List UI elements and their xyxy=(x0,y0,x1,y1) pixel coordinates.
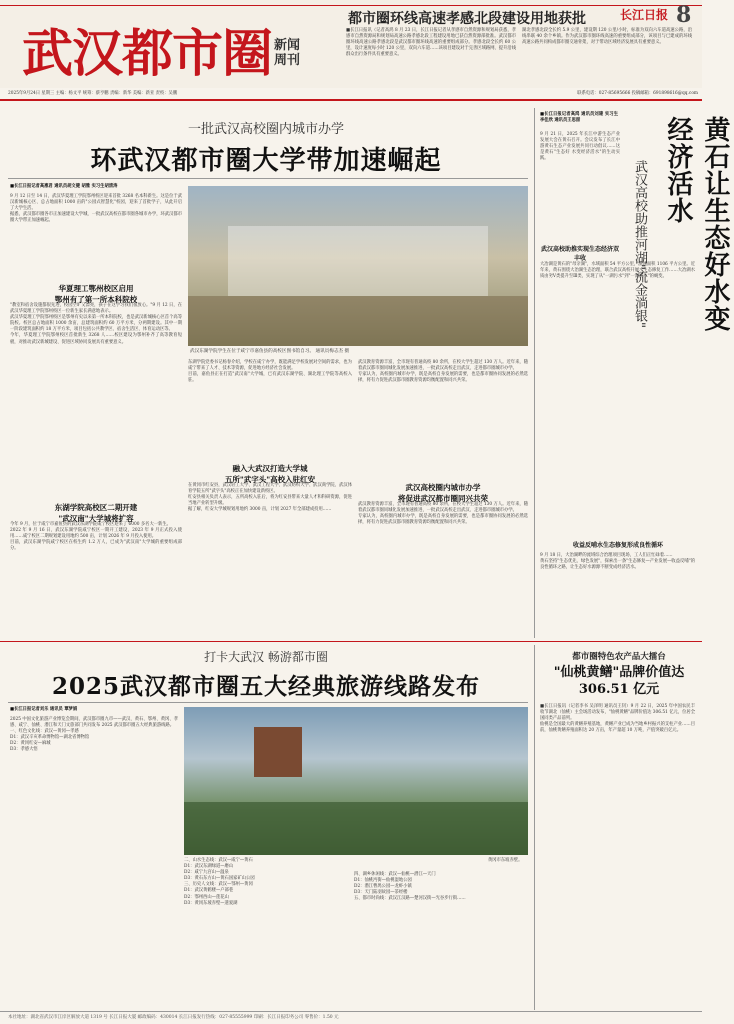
top-headline: 都市圈环线高速孝感北段建设用地获批 xyxy=(348,11,586,27)
paper-name-logo: 长江日报 xyxy=(620,8,669,22)
sidebar-byline: ■长江日报记者高鸿 通讯员刘建 实习生李佳欣 通讯员王思甜 xyxy=(540,112,618,124)
main-sub3: 融入大武汉打造大学城 五所"武字头"高校入驻红安 xyxy=(224,464,316,484)
main-col2-body: 东湖学院党委书记杨春介绍，学校在咸宁办学，既能满足学校发展对空间的需求，也为咸宁带来了人才、技术等资源，促进地方经济社会发展。 目前，嘉鱼县正在打造"武汉南"大学城，已有武汉东湖学院、湖北理工学院等高校入驻。 xyxy=(188,360,352,384)
footer-rule xyxy=(0,1011,702,1012)
photo-caption: 武汉东湖学院学生在位于咸宁市嘉鱼县的高校区图书馆自习。 通讯员梅志杰 摄 xyxy=(190,349,350,354)
top-article-col1: ■长江日报讯（记者高鸿 8 月 23 日，长江日报记者从孝感市自然资源和规划局获悉，孝感市自然资源局和规划局高速公路孝感北段工程建设用地已获自然资源部批准。武汉都市圈环线高速公路孝感北段是武汉都市圈环线高速的重要组成部分。孝感北段全长约 60 公里，设计速度每小时 120 公里，双向六车道……该项目建设对于完善区域路网、提升沿线群众出行条件具有重要意义。 xyxy=(346,28,517,58)
main-col2-body2: 在黄冈市红安县，武汉轻工大学、武汉工程大学、武汉纺织大学、武汉商学院、武汉体育学院五所"武字头"高校正在加快建设新校区。 红安县相关负责人表示，五所高校入驻后，将为红安县带来大量人才和科研资源，促进当地产业转型升级。 据了解，红安大学城规划用地约 3000 亩，计划 2027 年全部建成投用…… xyxy=(188,483,352,513)
main-col3-body-top: 武汉教育资源丰富，全市现有普通高校 80 余所，在校大学生超过 130 万人。近年来，随着武汉都市圈同城化发展加速推进，一批武汉高校走出武汉、走进都市圈城市办学。 专家认为，高校圈内城市办学，既是高校自身发展的需要，也是都市圈协同发展的必然选择，将有力促进武汉都市圈教育资源均衡配置和同兴共荣。 xyxy=(358,360,528,384)
main-sub4: 武汉高校圈内城市办学 将促进武汉都市圈同兴共荣 xyxy=(398,483,488,503)
main-col3-body: 武汉教育资源丰富，全市现有普通高校 80 余所，在校大学生超过 130 万人。近年来，随着武汉都市圈同城化发展加速推进，一批武汉高校走出武汉、走进都市圈城市办学。 专家认为，高校圈内城市办学，既是高校自身发展的需要，也是都市圈协同发展的必然选择，将有力促进武汉都市圈教育资源均衡配置和同兴共荣。 xyxy=(358,502,528,526)
bottom-col3-body: 四、湖乡休闲线：武汉—仙桃—潜江—天门 D1：仙桃沔街—仙桃湿地公园 D2：潜江曹禺公园—龙虾小镇 D3：天门陆羽故园—茶经楼 五、都市时尚线：武汉江汉路—楚河汉街—光谷步行街…… xyxy=(354,872,466,902)
footer-text: 本社地址：湖北省武汉市江岸区解放大道 1319 号 长江日报大厦 邮政编码：430014 长江日报发行热线：027-85555999 印刷：长江日报印务公司 零售价：1.50 元 xyxy=(8,1015,339,1020)
bottom-col1-body: 2025 中国文化旅游产业博览会期间，武汉都市圈九市——武汉、黄石、鄂州、黄冈、孝感、咸宁、仙桃、潜江和天门文旅部门共同发布 2025 武汉都市圈五大经典旅游线路。 一、红色文化线：武汉—黄冈—孝感 D1：武汉辛亥革命博物馆—湖北省博物馆 D2：黄冈红安—麻城 D3：孝感大悟 xyxy=(10,717,178,753)
main-headline: 环武汉都市圈大学带加速崛起 xyxy=(90,146,442,176)
sidebar-sub2: 收益反哺水生态修复形成良性循环 xyxy=(572,542,663,549)
box-kicker: 都市圈特色农产品大擂台 xyxy=(572,652,666,662)
top-article-col2: 湖北孝感北段全长约 5.9 公里，建设期 120 公里/小时，标准为双向六车道高速公路，沿线串联 40 余个乡镇。作为武汉都市圈环线高速的重要组成部分，该项目与已建成的环线高速公路共同构成都市圈交通骨架，对于带动区域经济发展具有重要意义。 xyxy=(522,28,692,46)
bottom-column-divider xyxy=(534,645,535,1010)
main-kicker: 一批武汉高校圈内城市办学 xyxy=(187,122,344,137)
box-body: ■长江日报讯（记者李书 吴泽明 通讯员王钊）9 月 22 日，2025 年中国农民丰收节湖北（仙桃）主会场活动发布，"仙桃黄鳝"品牌价值达 306.51 亿元，位居全国同类产品前列。 仙桃是全国最大的黄鳝养殖基地，黄鳝产业已成为当地乡村振兴的支柱产业……目前，仙桃黄鳝养殖面积达 20 万亩，年产量超 10 万吨，产值突破百亿元。 xyxy=(540,704,695,734)
photo-pavilion-shape xyxy=(254,727,302,777)
main-sub1: 华夏理工鄂州校区启用 鄂州有了第一所本科院校 xyxy=(54,284,138,304)
bottom-col2-body: 二、山水生态线：武汉—咸宁—黄石 D1：武汉东湖绿道—磨山 D2：咸宁九宫山—温泉 D3：黄石东方山—黄石国家矿山公园 三、历史人文线：武汉—鄂州—黄冈 D1：武汉黄鹤楼—户部巷 D2：鄂州西山—莲花山 D3：黄冈东坡赤壁—遗爱湖 xyxy=(184,858,255,906)
sidebar-body2: 9 月 18 日，大冶湖畔的流域综合治理项目现场，工人们正忙碌着…… 黄石坚持"生态优先、绿色发展"，探索出一条"生态修复—产业发展—收益反哺"的良性循环之路，让生态好水源源不断变成经济活水。 xyxy=(540,553,695,571)
top-rule xyxy=(0,5,702,6)
sidebar-sub1: 武汉高校助推实现生态经济双丰收 xyxy=(540,246,619,262)
main-col1-body: "教室和宿舍设施都很先进，校园空旷又漂亮，孩子在这学习我们很放心。"9 月 12 日，在武汉华夏理工学院鄂州校区一位新生家长满意地表示。 武汉华夏理工学院鄂州校区是鄂州有史以来第一所本科院校，也是武汉新城核心区首个高等院校。校区总占地面积 1000 余亩，总建筑面积约 60 万平方米，分两期建设。其中一期一阶段建筑面积约 18 万平方米，项目包括公共教学区、宿舍生活区、体育运动区等。 今年，华夏理工学院鄂州校区首批新生 3268 人……校区建设为鄂州补齐了高等教育短板，对推动武汉新城建设、促进区域协同发展具有重要意义。 xyxy=(10,303,182,345)
main-col1-body2: 今年 9 月，位于咸宁市嘉鱼县的武汉东湖学院咸宁校区迎来了 6000 多名大一新生。 2022 年 9 月 16 日，武汉东湖学院咸宁校区一期开工建设，2023 年 9 月正式投入使用……咸宁校区二期规划建设用地约 500 亩，计划 2026 年 9 月投入使用。 目前，武汉东湖学院咸宁校区在校生约 1.2 万人，已成为"武汉南"大学城的重要组成部分。 xyxy=(10,522,182,552)
photo-bookshelf-shape xyxy=(228,226,488,296)
bottom-byline: ■长江日报记者刘乐 通讯员 覃梦娟 xyxy=(10,707,78,712)
section-rule xyxy=(0,641,702,642)
masthead-subtitle: 新闻 周刊 xyxy=(274,38,301,68)
column-divider xyxy=(534,108,535,638)
sidebar-vertical-sub: 武汉高校助推河湖"流金淌银" xyxy=(632,160,647,328)
contact-line: 联系电话：027-85695666 投稿邮箱：691898616@qq.com xyxy=(577,91,698,96)
page-number: 8 xyxy=(676,2,692,28)
photo-desks-shape xyxy=(188,296,528,346)
bottom-headline: 2025武汉都市圈五大经典旅游线路发布 xyxy=(51,673,480,700)
library-photo xyxy=(188,186,528,346)
main-headline-rule xyxy=(8,178,528,179)
box-title: "仙桃黄鳝"品牌价值达 306.51 亿元 xyxy=(553,665,685,697)
main-sub2: 东湖学院高校区二期开建 "武汉南"大学城将扩容 xyxy=(54,503,138,523)
sidebar-intro: 9 月 21 日，2025 年长江中游生态产业发展大会在黄石召开。会议发布了长江中游黄石生态产业发展共同行动倡议……这是黄石"生态好 水变经济活水"的生动实践。 xyxy=(540,132,620,162)
main-byline: ■长江日报记者高惠君 通讯员胡文健 胡雅 实习生胡清涛 xyxy=(10,184,118,189)
header-rule xyxy=(0,99,702,101)
newspaper-logo: 武汉都市圈 xyxy=(22,24,273,84)
bottom-photo-caption: 黄冈市东坡赤壁。 xyxy=(488,858,523,863)
sidebar-vertical-title: 黄石让生态好水变经济活水 xyxy=(663,116,730,332)
date-line: 2025年9月24日 星期三 主编：杨文平 统筹：蔡亨鹏 责编：新华 美编：新亚 责校：吴鹏 xyxy=(8,91,178,96)
photo-trees-shape xyxy=(184,802,528,855)
main-intro: 9 月 12 日至 14 日，武汉华夏理工学院鄂州校区迎来首批 3268 名本科新生。这是位于武汉新城核心区、总占地面积 1000 亩的"公园式智慧化"校园，迎来了首批学子，从此开启了大学生活。 据悉，武汉都市圈各市正加速建设大学城，一批武汉高校在都市圈各城市办学，环武汉都市圈大学带正加速崛起。 xyxy=(10,194,182,224)
sidebar-body1: 大冶湖是黄石的"母亲湖"，水域面积 54 平方公里，流域面积 1106 平方公里。近年来，黄石围绕大冶湖生态治理，联合武汉高校开展水生态修复工作……大冶湖水质由劣Ⅴ类提升至Ⅲ类，实现了从"一湖污水"到"一湖清水"的蜕变。 xyxy=(540,262,695,280)
bottom-headline-rule xyxy=(8,702,528,703)
scenic-photo xyxy=(184,707,528,855)
bottom-kicker: 打卡大武汉 畅游都市圈 xyxy=(204,650,328,664)
